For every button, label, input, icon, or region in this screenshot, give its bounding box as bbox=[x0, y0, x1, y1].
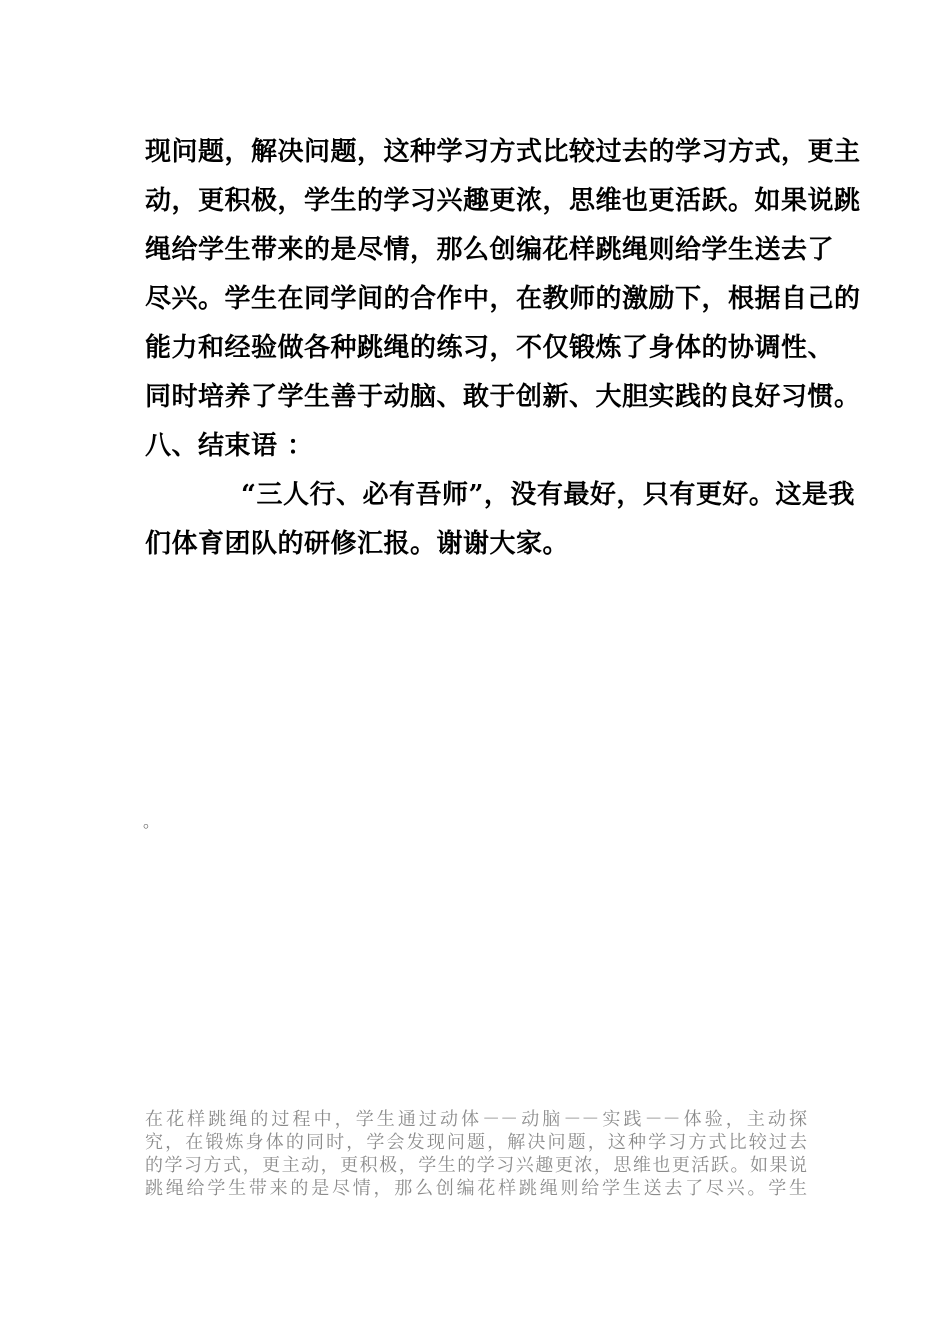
body-line-5: 能力和经验做各种跳绳的练习，不仅锻炼了身体的协调性、 bbox=[145, 333, 835, 363]
footer-line-2: 究，在锻炼身体的同时，学会发现问题，解决问题，这种学习方式比较过去 bbox=[145, 1132, 807, 1153]
closing-line-1: “三人行、必有吾师”，没有最好，只有更好。这是我 bbox=[241, 480, 855, 510]
body-line-4: 尽兴。学生在同学间的合作中，在教师的激励下，根据自己的 bbox=[145, 284, 861, 314]
closing-line-2: 们体育团队的研修汇报。谢谢大家。 bbox=[145, 529, 570, 559]
footer-line-1: 在花样跳绳的过程中，学生通过动体－－动脑－－实践－－体验，主动探 bbox=[145, 1109, 807, 1130]
footer-line-4: 跳绳给学生带来的是尽情，那么创编花样跳绳则给学生送去了尽兴。学生 bbox=[145, 1178, 807, 1199]
main-body-text bbox=[145, 128, 861, 569]
body-line-3: 绳给学生带来的是尽情，那么创编花样跳绳则给学生送去了 bbox=[145, 235, 835, 265]
body-line-6: 同时培养了学生善于动脑、敢于创新、大胆实践的良好习惯。 bbox=[145, 382, 861, 412]
section-heading: 八、结束语 ： bbox=[145, 431, 314, 461]
faded-footer-text bbox=[145, 1108, 807, 1200]
footer-line-3: 的学习方式，更主动，更积极，学生的学习兴趣更浓，思维也更活跃。如果说 bbox=[145, 1155, 807, 1176]
stray-punctuation-mark: 。 bbox=[143, 812, 160, 831]
body-line-2: 动，更积极，学生的学习兴趣更浓，思维也更活跃。如果说跳 bbox=[145, 186, 861, 216]
body-line-1: 现问题，解决问题，这种学习方式比较过去的学习方式，更主 bbox=[145, 137, 861, 167]
